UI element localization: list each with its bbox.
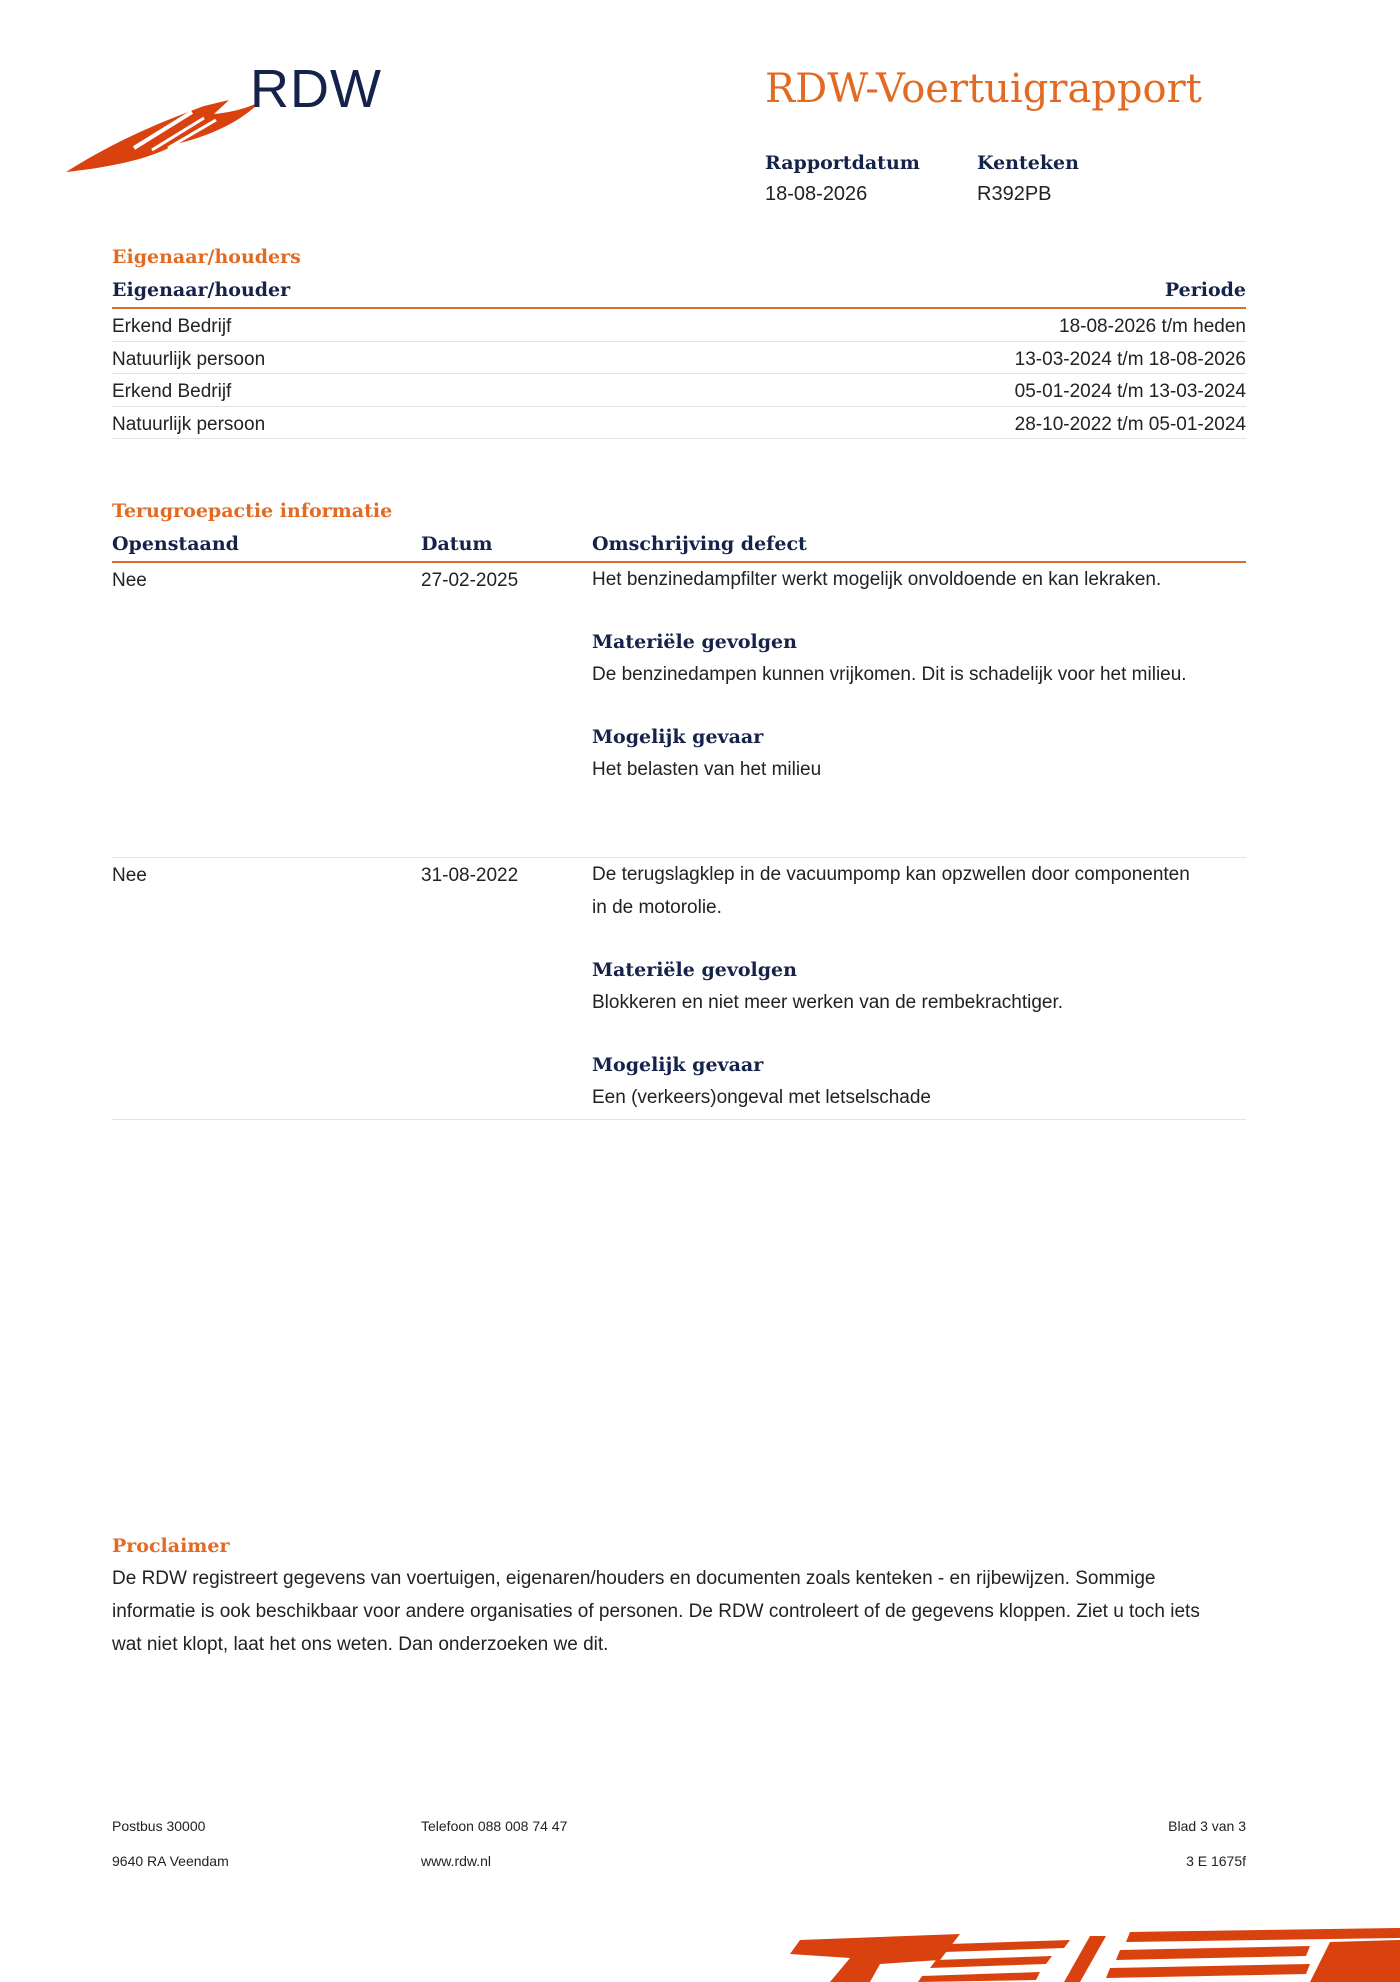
footer-page-number: Blad 3 van 3 (1168, 1818, 1246, 1834)
date-cell: 27-02-2025 (421, 570, 519, 591)
period-cell: 13-03-2024 t/m 18-08-2026 (1014, 348, 1246, 370)
footer-address: 9640 RA Veendam (112, 1853, 229, 1869)
consequences-text: De benzinedampen kunnen vrijkomen. Dit is schadelijk voor het milieu. (592, 664, 1187, 685)
table-row (112, 407, 1246, 440)
owners-table (112, 279, 1246, 439)
table-row (112, 309, 1246, 342)
col-open-header: Openstaand (112, 533, 239, 555)
plate-block (977, 152, 1079, 206)
disclaimer-text: De RDW registreert gegevens van voertuigen, eigenaren/houders en documenten zoals kenteken - en rijbewijzen. Sommige informatie is ook beschikbaar voor andere organisaties of personen. De RDW controleert of de gegevens kloppen. Ziet u toch iets wat niet klopt, laat het ons weten. Dan onderzoeken we dit. (112, 1568, 1200, 1655)
owner-cell: Natuurlijk persoon (112, 413, 266, 435)
col-period-header: Periode (1164, 279, 1246, 301)
period-cell: 28-10-2022 t/m 05-01-2024 (1014, 413, 1246, 435)
consequences-heading: Materiële gevolgen (592, 631, 797, 653)
recalls-section-title: Terugroepactie informatie (112, 500, 393, 522)
defect-description (592, 563, 1192, 786)
col-owner-header: Eigenaar/houder (112, 279, 291, 301)
footer-phone: Telefoon 088 008 74 47 (421, 1818, 568, 1834)
owners-table-header (112, 279, 1246, 309)
report-date-value: 18-08-2026 (765, 183, 868, 205)
footer-postbus: Postbus 30000 (112, 1818, 206, 1834)
table-row (112, 374, 1246, 407)
table-row (112, 563, 1246, 858)
recalls-table (112, 533, 1246, 1120)
col-date-header: Datum (421, 533, 493, 555)
plate-value: R392PB (977, 183, 1052, 205)
danger-heading: Mogelijk gevaar (592, 726, 764, 748)
logo-wordmark: RDW (250, 59, 382, 119)
danger-text: Een (verkeers)ongeval met letselschade (592, 1087, 932, 1108)
disclaimer-title: Proclaimer (112, 1535, 230, 1557)
owner-cell: Erkend Bedrijf (112, 381, 232, 402)
defect-text: De terugslagklep in de vacuumpomp kan opzwellen door componenten in de motorolie. (592, 864, 1190, 918)
decorative-stripes-graphic (790, 1924, 1400, 1982)
col-desc-header: Omschrijving defect (592, 533, 807, 555)
danger-text: Het belasten van het milieu (592, 759, 822, 780)
date-cell: 31-08-2022 (421, 865, 519, 886)
defect-description (592, 858, 1192, 1114)
footer-doc-code: 3 E 1675f (1186, 1853, 1246, 1869)
period-cell: 05-01-2024 t/m 13-03-2024 (1014, 381, 1246, 402)
defect-text: Het benzinedampfilter werkt mogelijk onvoldoende en kan lekraken. (592, 569, 1162, 590)
table-row (112, 858, 1246, 1120)
open-cell: Nee (112, 570, 147, 591)
consequences-heading: Materiële gevolgen (592, 959, 797, 981)
owner-cell: Erkend Bedrijf (112, 316, 232, 337)
period-cell: 18-08-2026 t/m heden (1059, 316, 1246, 337)
danger-heading: Mogelijk gevaar (592, 1054, 764, 1076)
report-date-label: Rapportdatum (765, 152, 920, 174)
owners-section-title: Eigenaar/houders (112, 246, 301, 268)
recalls-table-header (112, 533, 1246, 563)
consequences-text: Blokkeren en niet meer werken van de rembekrachtiger. (592, 992, 1064, 1013)
footer-website-link[interactable]: www.rdw.nl (421, 1853, 492, 1869)
plate-label: Kenteken (977, 152, 1079, 174)
report-title: RDW-Voertuigrapport (765, 66, 1202, 112)
report-date-block (765, 152, 920, 206)
owner-cell: Natuurlijk persoon (112, 348, 266, 370)
table-row (112, 342, 1246, 375)
open-cell: Nee (112, 865, 147, 886)
